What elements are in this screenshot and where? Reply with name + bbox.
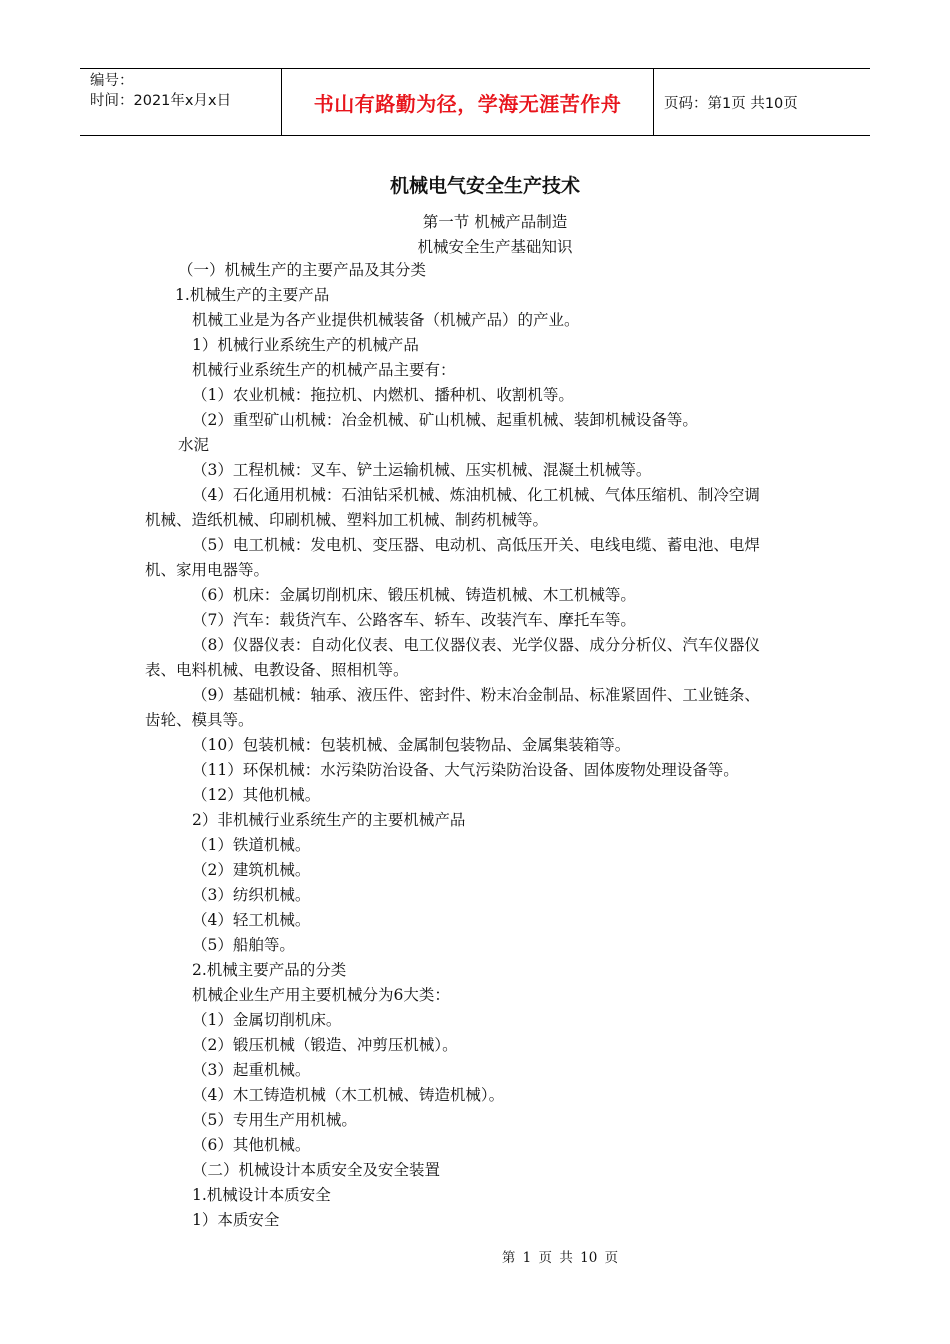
body-line: 机械企业生产用主要机械分为6大类：: [192, 986, 450, 1004]
body-line: （1）农业机械：拖拉机、内燃机、播种机、收割机等。: [192, 386, 574, 404]
body-line: 机、家用电器等。: [145, 561, 270, 579]
body-line: （4）木工铸造机械（木工机械、铸造机械）。: [192, 1086, 505, 1104]
body-line: （2）锻压机械（锻造、冲剪压机械）。: [192, 1036, 458, 1054]
body-line: （4）石化通用机械：石油钻采机械、炼油机械、化工机械、气体压缩机、制冷空调: [192, 486, 760, 504]
header-page-info: 页码：第1页 共10页: [664, 95, 798, 112]
body-line: （3）起重机械。: [192, 1061, 311, 1079]
body-line: 机械、造纸机械、印刷机械、塑料加工机械、制药机械等。: [145, 511, 549, 529]
body-line: （8）仪器仪表：自动化仪表、电工仪器仪表、光学仪器、成分分析仪、汽车仪器仪: [192, 636, 760, 654]
code-label: 编号：: [90, 73, 134, 89]
body-line: 2.机械主要产品的分类: [192, 961, 347, 979]
body-line: （6）其他机械。: [192, 1136, 311, 1154]
body-line: （4）轻工机械。: [192, 911, 311, 929]
body-line: （二）机械设计本质安全及安全装置: [192, 1161, 441, 1179]
section-heading: 第一节 机械产品制造: [422, 213, 568, 231]
document-title: 机械电气安全生产技术: [389, 175, 580, 197]
body-line: （11）环保机械：水污染防治设备、大气污染防治设备、固体废物处理设备等。: [192, 761, 739, 779]
body-line: （1）铁道机械。: [192, 836, 311, 854]
body-line: （2）重型矿山机械：冶金机械、矿山机械、起重机械、装卸机械设备等。: [192, 411, 698, 429]
body-line: 1.机械生产的主要产品: [175, 286, 330, 304]
body-line: 1）本质安全: [192, 1211, 280, 1229]
body-line: （10）包装机械：包装机械、金属制包装物品、金属集装箱等。: [192, 736, 631, 754]
body-line: （12）其他机械。: [192, 786, 321, 804]
body-line: （6）机床：金属切削机床、锻压机械、铸造机械、木工机械等。: [192, 586, 636, 604]
body-line: （9）基础机械：轴承、液压件、密封件、粉末冶金制品、标准紧固件、工业链条、: [192, 686, 760, 704]
body-line: 齿轮、模具等。: [145, 711, 254, 729]
body-line: （7）汽车：载货汽车、公路客车、轿车、改装汽车、摩托车等。: [192, 611, 636, 629]
body-line: （1）金属切削机床。: [192, 1011, 342, 1029]
body-line: （3）纺织机械。: [192, 886, 311, 904]
header-motto: 书山有路勤为径，学海无涯苦作舟: [282, 69, 654, 135]
body-line: 水泥: [178, 436, 210, 454]
body-line: 1.机械设计本质安全: [192, 1186, 331, 1204]
body-line: 2）非机械行业系统生产的主要机械产品: [192, 811, 466, 829]
body-line: （5）电工机械：发电机、变压器、电动机、高低压开关、电线电缆、蓄电池、电焊: [192, 536, 760, 554]
body-line: 1）机械行业系统生产的机械产品: [192, 336, 419, 354]
body-line: （2）建筑机械。: [192, 861, 311, 879]
body-line: 机械工业是为各产业提供机械装备（机械产品）的产业。: [192, 311, 580, 329]
body-line: （一）机械生产的主要产品及其分类: [178, 261, 427, 279]
page-footer: 第 1 页 共 10 页: [501, 1250, 619, 1266]
body-line: （3）工程机械：叉车、铲土运输机械、压实机械、混凝土机械等。: [192, 461, 652, 479]
body-line: （5）专用生产用机械。: [192, 1111, 357, 1129]
time-label: 时间：2021年x月x日: [90, 93, 232, 109]
body-line: 表、电料机械、电教设备、照相机等。: [145, 661, 409, 679]
subsection-heading: 机械安全生产基础知识: [417, 238, 573, 256]
body-line: 机械行业系统生产的机械产品主要有：: [192, 361, 456, 379]
header-meta: [80, 69, 282, 135]
header-table: [80, 68, 870, 136]
body-line: （5）船舶等。: [192, 936, 295, 954]
